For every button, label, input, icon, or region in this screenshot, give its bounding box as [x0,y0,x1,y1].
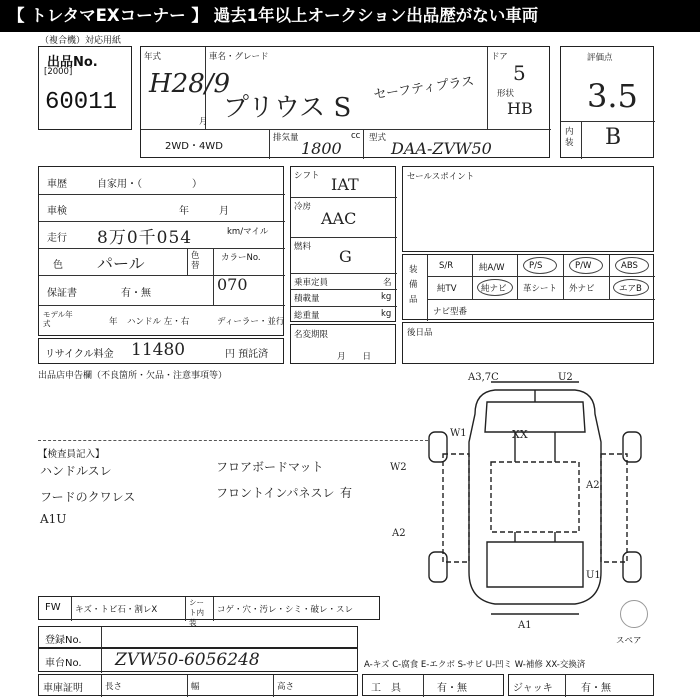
damage-mark-left-rear: A2 [392,528,406,539]
history-label: 車歴 [47,179,67,190]
equip-navi: 純ナビ [481,284,507,294]
ac-value: AAC [321,209,357,228]
inspection-units: 年 月 [179,206,229,217]
color-no-value: 070 [217,275,248,294]
history-value: 自家用・（ ） [97,179,202,190]
equip-tv: 純TV [437,284,457,294]
jack-box [508,674,654,696]
registration-box [38,626,358,648]
damage-mark-right: A2 [586,480,600,491]
doors-label: ドア [491,52,508,62]
lot-number-box [38,46,132,130]
garage-cert-label: 車庫証明 [43,683,83,694]
dealer-label: ディーラー・並行 [217,317,285,327]
registration-label: 登録No. [45,635,82,646]
grade-note: セーフティプラス [372,73,476,103]
year-label: 年式 [144,52,162,62]
paper-type-note: （複合機）対応用紙 [40,36,122,46]
car-damage-diagram [415,372,655,624]
note-line2-mark: 有 [340,486,353,500]
damage-mark-left-front: W1 [450,428,467,439]
model-value: DAA-ZVW50 [391,139,492,158]
jack-label: ジャッキ [513,683,553,694]
handle-label: ハンドル 左・右 [127,317,190,327]
capacity-unit: 名 [383,278,392,288]
damage-mark-front: A3,7C [468,372,499,383]
cert-length: 長さ [105,682,123,692]
damage-mark-rear: A1 [518,620,532,631]
mileage-unit: km/マイル [227,227,269,237]
damage-mark-rear-right: U1 [586,570,601,581]
equip-leather: 革シート [523,284,558,294]
recycle-value: 11480 [131,340,186,360]
mileage-value: 8万0千054 [97,228,193,248]
name-value: プリウス S [223,93,352,123]
model-year-unit: 年 [109,317,118,327]
equipment-label: 装備品 [409,265,418,305]
shift-label: シフト [294,171,320,181]
jack-value: 有・無 [581,683,611,694]
equipment-box [402,254,654,320]
color-value: パール [97,254,145,273]
equip-pw: P/W [575,261,592,271]
spare-label: スペア [616,636,642,646]
cert-width: 幅 [191,682,200,692]
fw-label: FW [45,602,61,613]
specs-box [290,166,396,322]
interior-value: B [605,125,622,150]
displacement-value: 1800 [301,139,342,158]
damage-mark-front-right: U2 [558,372,573,383]
tools-box [362,674,504,696]
year-value: H28/9 [149,69,231,99]
warranty-label: 保証書 [47,288,77,299]
garage-cert-box [38,674,358,696]
note-line2-left: フードのクワレス [40,490,136,504]
score-box [560,46,654,158]
navi-model-label: ナビ型番 [433,307,468,317]
total-weight-unit: kg [381,309,392,319]
chassis-value: ZVW50-6056248 [115,650,260,670]
recycle-label: リサイクル料金 [45,349,114,360]
load-unit: kg [381,292,392,302]
equip-sr: S/R [439,261,454,271]
inspection-label: 車検 [47,206,67,217]
note-line1-left: ハンドルスレ [40,464,112,478]
score-value: 3.5 [587,77,638,115]
doors-value: 5 [513,61,526,85]
note-line2-right: フロントインパネスレ [216,486,335,500]
lot-year-small: [2000] [44,67,73,77]
chassis-label: 車台No. [45,658,82,669]
details-box [38,166,284,336]
shape-value: HB [507,99,533,118]
fuel-label: 燃料 [294,242,312,252]
vehicle-header-box [140,46,550,158]
color-change-label: 色替 [191,251,200,271]
damage-mark-left: W2 [390,462,407,473]
fw-text: キズ・トビ石・割レX [75,605,158,615]
after-items-box [402,322,654,364]
lot-label: 出品No. [47,55,98,70]
spare-tire-icon [620,600,648,628]
recycle-unit: 円 預託済 [225,349,269,360]
color-label: 色 [53,260,63,271]
lot-number: 60011 [45,89,118,116]
interior-label: 内装 [565,127,574,148]
mileage-label: 走行 [47,233,67,244]
declaration-label: 出品店申告欄（不良箇所・欠品・注意事項等） [38,371,228,381]
month-mark: 月 [199,117,208,127]
note-line1-right: フロアボードマット [216,460,324,474]
total-weight-label: 総重量 [294,311,320,321]
color-no-label: カラーNo. [221,253,261,263]
damage-legend: A-キズ C-腐食 E-エクボ S-サビ U-凹ミ W-補修 XX-交換済 [364,660,586,670]
auction-banner: 【 トレタマEXコーナー 】 過去1年以上オークション出品歴がない車両 [0,0,700,32]
sales-point-box [402,166,654,252]
ac-label: 冷房 [294,202,312,212]
seat-text: コゲ・穴・汚レ・シミ・破レ・スレ [217,605,354,615]
after-items-label: 後日品 [407,328,433,338]
inspector-label: 【検査員記入】 [38,449,105,460]
model-year-label: モデル年式 [43,310,73,328]
tools-label: 工 具 [371,683,401,694]
equip-ps: P/S [529,261,543,271]
warranty-value: 有・無 [121,288,151,299]
score-label: 評価点 [587,53,613,63]
note-line3-left: A1U [40,512,67,526]
chassis-box [38,648,358,672]
equip-airbag: エアB [619,284,642,294]
shape-label: 形状 [497,89,515,99]
damage-mark-hood: XX [512,428,528,441]
shift-value: IAT [331,175,359,194]
name-change-box [290,324,396,364]
name-label: 車名・グレード [209,52,269,62]
cert-height: 高さ [277,682,295,692]
sales-point-label: セールスポイント [407,172,475,182]
equip-ext-navi: 外ナビ [569,284,595,294]
recycle-box [38,338,284,364]
seat-label: シート内装 [189,598,204,627]
fuel-value: G [339,247,352,266]
name-change-units: 月 日 [337,352,372,362]
equip-abs: ABS [621,261,638,271]
name-change-label: 名変期限 [294,330,329,340]
model-label: 型式 [369,133,387,143]
drive-label: 2WD・4WD [165,141,223,152]
capacity-label: 乗車定員 [294,278,329,288]
fw-box [38,596,380,627]
equip-alloy: 純A/W [479,263,505,273]
tools-value: 有・無 [437,683,467,694]
displacement-label: 排気量 [273,133,299,143]
load-label: 積載量 [294,294,320,304]
cc-unit: cc [351,131,361,141]
